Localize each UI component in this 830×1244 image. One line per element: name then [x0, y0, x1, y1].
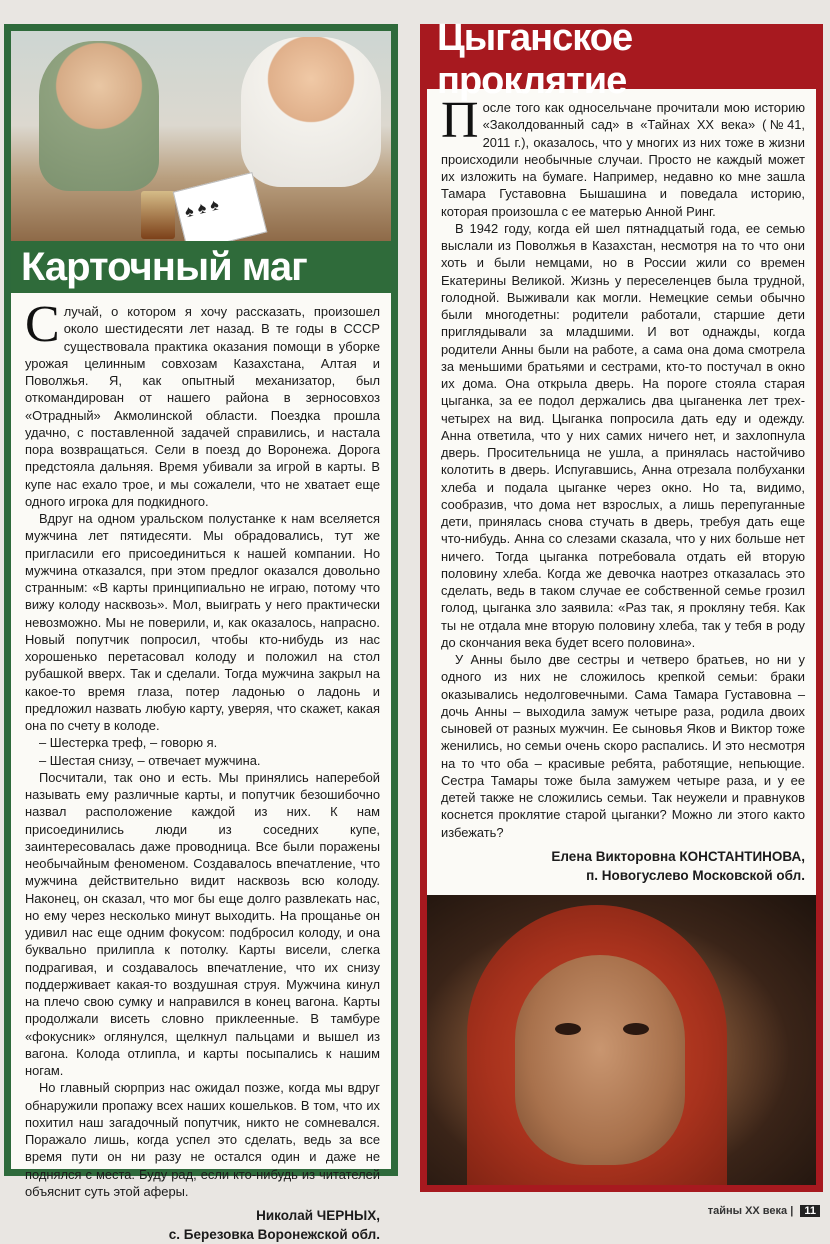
author-name: Елена Викторовна КОНСТАНТИНОВА, [551, 848, 805, 864]
author-place: с. Березовка Воронежской обл. [168, 1227, 380, 1242]
playing-cards-icon [173, 172, 268, 241]
dialog-line: – Шестая снизу, – отвечает мужчина. [39, 752, 261, 768]
dialog-line: – Шестерка треф, – говорю я. [39, 735, 218, 751]
right-article [420, 17, 823, 1192]
paragraph: Посчитали, так оно и есть. Мы принялись наперебой называть ему различные карты, и попутчик безошибочно назвал расположение каждой из них. К нам присоединились люди из соседних купе, заинтересовалась даже проводница. Все были поражены необычайным феноменом. Создавалось впечатление, что мужчина действительно видит насквозь всю колоду. Наконец, он сказал, что мог бы еще долго развлекать нас, но ему через несколько минут выходить. На прощанье он удивил нас еще одним фокусом: подбросил колоду, и она буквально прилипла к потолку. Карты висели, слегка подрагивая, и создавалось впечатление, что их снизу поддерживает какая-то воздушная струя. Мужчина кинул на плечо свою сумку и направился в конец вагона. Карты продолжали висеть словно приклеенные. В тамбуре «фокусник» оглянулся, щелкнул пальцами и вышел из вагона. Колода отлипла, и карты посыпались к нашим ногам. [25, 769, 380, 1078]
author-name: Николай ЧЕРНЫХ, [256, 1208, 380, 1223]
glass-icon [141, 191, 175, 239]
elderly-woman-figure [241, 37, 381, 187]
left-article [4, 24, 398, 1242]
right-article-signature [441, 847, 805, 885]
magazine-name: тайны ХХ века [707, 1205, 788, 1217]
eye-icon [555, 1023, 581, 1035]
page-footer [708, 1205, 820, 1217]
face-shape [515, 955, 685, 1165]
left-article-body [11, 293, 391, 1244]
left-article-title: Карточный маг [11, 241, 391, 293]
paragraph: У Анны было две сестры и четверо братьев, но ни у одного из них не сложилось крепкой семьи: браки оказывались недолговечными. Сама Тамара Густавовна – дочь Анны – выходила замуж четыре раза, родила двоих сыновей от разных мужчин. Ее сыновья Яков и Виктор тоже женились, но семьи очень скоро распались. И это несмотря на то что оба – красивые ребята, работящие, непьющие. Сестра Тамары тоже была замужем четыре раза, и у ее детей также не сложились семьи. Так неужели и правнуков коснется проклятие старой цыганки? Можно ли этого както избежать? [441, 652, 805, 840]
right-article-body [427, 89, 816, 885]
dropcap: С [25, 296, 60, 353]
paragraph: Вдруг на одном уральском полустанке к нам вселяется мужчина лет пятидесяти. Мы обрадовались, тут же пригласили его присоединиться к нашей компании. Но мужчина отказался, при этом предлог оказался довольно странным: «В карты принципиально не играю, потому что вижу колоду насквозь». Мол, выиграть у него практически невозможно. Мы не поверили, и, как оказалось, напрасно. Новый попутчик попросил, чтобы кто-нибудь из нас хорошенько перетасовал колоду и положил на стол рубашкой вверх. Так и сделали. Тогда мужчина закрыл на какое-то время глаза, потер ладонью о ладонь и предложил назвать любую карту, уверяя, что скажет, какая она по счету в колоде. [25, 511, 380, 733]
paragraph: После того как односельчане прочитали мою историю «Заколдованный сад» в «Тайнах ХХ века» (№41, 2011 г.), оказалось, что у многих из них тоже в жизни происходили необычные случаи. Просто не каждый может их изложить на бумаге. Например, недавно ко мне зашла Тамара Густавовна Бышашина и поведала историю, которая произошла с ее матерью Анной Ринг. [441, 92, 805, 219]
gypsy-woman-portrait [427, 895, 816, 1185]
eye-icon [623, 1023, 649, 1035]
footer-separator: | [790, 1205, 794, 1217]
card-players-photo [11, 31, 391, 241]
right-article-title: Цыганское проклятие [427, 31, 816, 89]
author-place: п. Новогуслево Московской обл. [586, 867, 805, 883]
elderly-man-figure [39, 41, 159, 191]
paragraph: В 1942 году, когда ей шел пятнадцатый года, ее семью выслали из Поволжья в Казахстан, несмотря на то что они хоть и были немцами, но в России жили со времен Екатерины Великой. Жизнь у переселенцев была трудной, голодной. Выживали как могли. Немецкие семьи обычно были многодетны: родители работали, старшие дети приглядывали за младшими. И вот однажды, когда родители Анны были на работе, а сама она дома смотрела за меньшими братьями и сестрами, кто-то постучал в окно их дома. Она открыла дверь. На пороге стояла старая цыганка, за ее подол держались два цыганенка лет трех-четырех на вид. Цыганка попросила дать еду и одежду. Анна ответила, что у них самих ничего нет, и захлопнула дверь. Просительница не ушла, а принялась настойчиво колотить в дверь. Испугавшись, Анна отрезала полбуханки хлеба и подала цыганке через окно. Но та, видимо, сообразив, что дома нет взрослых, а лишь перепуганные дети, принялась снова стучать в дверь, требуя дать еще что-нибудь. Анна со слезами сказала, что у них больше нет ничего. Тогда цыганка потребовала отдать ей вторую половину хлеба. Когда же девочка наотрез отказалась это сделать, ведь в таком случае ее собственной семье грозил голод, цыганка зло заявила: «Раз так, я прокляну тебя. Как ты не отдала мне вторую половину хлеба, так у тебя в роду до скончания века будет всего половина». [441, 220, 805, 650]
paragraph: Случай, о котором я хочу рассказать, произошел около шестидесяти лет назад. В те годы в СССР существовала практика оказания помощи в уборке урожая целинным совхозам Казахстана, Алтая и Поволжья. Я, как опытный механизатор, был откомандирован от нашего района в зерносовхоз «Отрадный» Акмолинской области. Поездка прошла удачно, с поставленной задачей справились, и настала пора возвращаться. Сели в поезд до Воронежа. Дорога предстояла дальняя. Время убивали за игрой в карты. В купе нас ехало трое, и мы сожалели, что не хватает еще одного игрока для подкидного. [25, 296, 380, 509]
paragraph: Но главный сюрприз нас ожидал позже, когда мы вдруг обнаружили пропажу всех наших кошельков. В том, что их похитил наш загадочный попутчик, никто не сомневался. Поражало лишь, когда успел это сделать, ведь за все время пути он ни разу не остался один и даже не поднялся с места. Буду рад, если кто-нибудь из читателей объяснит суть этой аферы. [25, 1080, 380, 1199]
page-number: 11 [800, 1205, 820, 1217]
dropcap: П [441, 92, 479, 149]
left-article-signature [25, 1206, 380, 1244]
